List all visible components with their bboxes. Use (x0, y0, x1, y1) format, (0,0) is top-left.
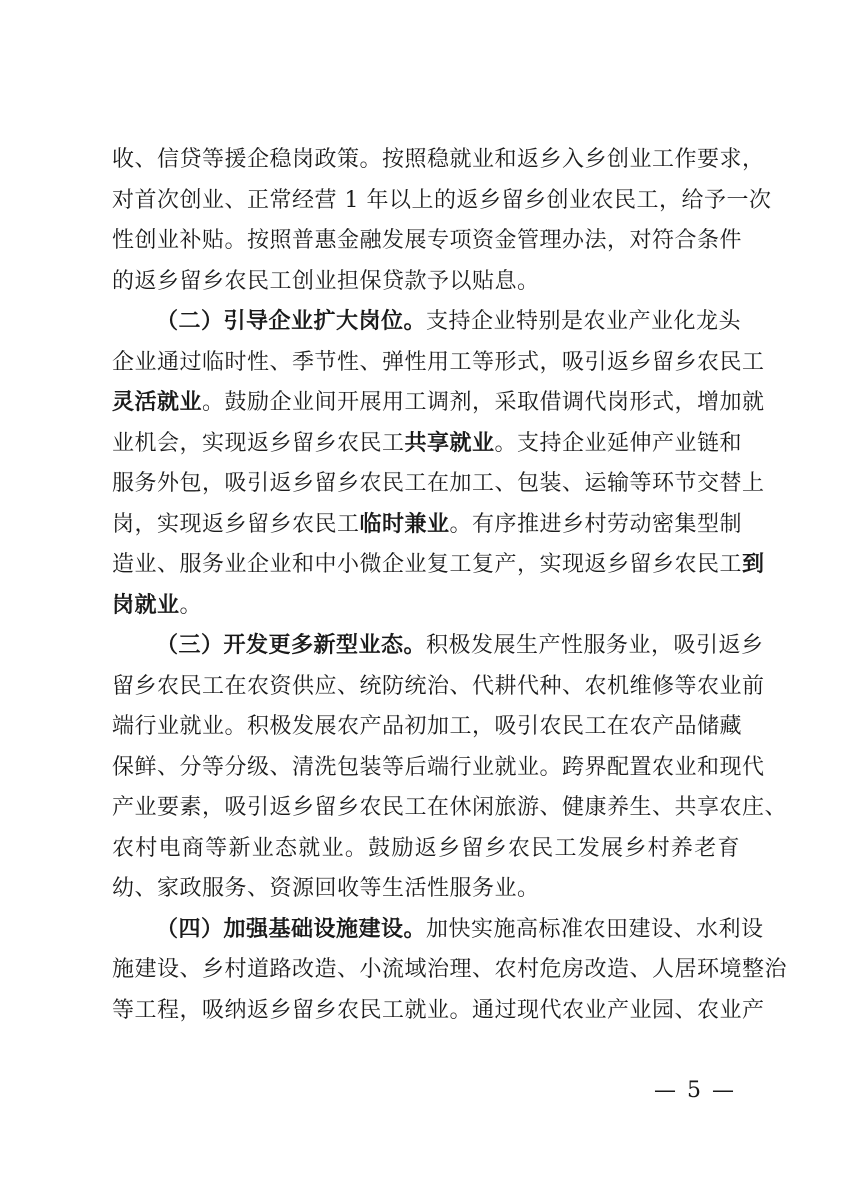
body-text: 支持企业特别是农业产业化龙头 (426, 309, 742, 334)
paragraph (112, 302, 765, 626)
body-text: 企业通过临时性、季节性、弹性用工等形式，吸引返乡留乡农民工 (112, 349, 765, 375)
body-text: 端行业就业。积极发展农产品初加工，吸引农民工在农产品储藏 (112, 714, 743, 739)
body-text: 岗，实现返乡留乡农民工 (112, 511, 360, 537)
text-line (112, 505, 743, 546)
text-line (112, 626, 764, 667)
text-line (112, 748, 765, 789)
body-text: 幼、家政服务、资源回收等生活性服务业。 (112, 876, 540, 901)
bold-heading-text: 灵活就业 (112, 390, 203, 415)
bold-heading-text: （三）开发更多新型业态。 (156, 633, 427, 658)
text-line (112, 262, 740, 303)
text-line (112, 464, 765, 505)
text-line (112, 869, 740, 910)
body-text: 收、信贷等援企稳岗政策。按照稳就业和返乡入乡创业工作要求， (112, 147, 765, 172)
bold-heading-text: （四）加强基础设施建设。 (156, 916, 427, 942)
bold-heading-text: 岗就业 (112, 592, 180, 618)
body-text: 施建设、乡村道路改造、小流域治理、农村危房改造、人居环境整治 (112, 957, 788, 982)
body-text: 服务外包，吸引返乡留乡农民工在加工、包装、运输等环节交替上 (112, 471, 765, 496)
text-line (112, 343, 765, 384)
body-text: 保鲜、分等分级、清洗包装等后端行业就业。跨界配置农业和现代 (112, 754, 765, 780)
paragraph (112, 626, 788, 910)
page-number: — 5 — (654, 1078, 736, 1103)
paragraph (112, 140, 772, 302)
body-text: 留乡农民工在农资供应、统防统治、代耕代种、农机维修等农业前 (112, 673, 765, 699)
text-line (112, 586, 740, 627)
text-line (112, 991, 765, 1032)
text-line (112, 667, 765, 708)
body-text: 。 (179, 592, 203, 618)
text-line (112, 788, 788, 829)
text-line (112, 140, 765, 181)
text-line (112, 707, 743, 748)
bold-heading-text: 共享就业 (404, 430, 495, 456)
text-line (112, 829, 740, 870)
body-text: 。有序推进乡村劳动密集型制 (449, 511, 743, 537)
body-text: 。支持企业延伸产业链和 (494, 430, 743, 456)
body-text: 农村电商等新业态就业。鼓励返乡留乡农民工发展乡村养老育 (112, 835, 740, 861)
body-text: 性创业补贴。按照普惠金融发展专项资金管理办法，对符合条件 (112, 228, 743, 253)
paragraph (112, 910, 788, 1032)
body-text: 对首次创业、正常经营 1 年以上的返乡留乡创业农民工，给予一次 (112, 187, 772, 213)
bold-heading-text: （二）引导企业扩大岗位。 (156, 309, 427, 334)
text-line (112, 424, 743, 465)
text-line (112, 950, 788, 991)
text-line (112, 545, 765, 586)
text-line (112, 181, 772, 222)
body-text: 造业、服务业企业和中小微企业复工复产，实现返乡留乡农民工 (112, 552, 743, 577)
document-body (112, 140, 788, 1031)
body-text: 积极发展生产性服务业，吸引返乡 (426, 633, 764, 658)
body-text: 等工程，吸纳返乡留乡农民工就业。通过现代农业产业园、农业产 (112, 997, 765, 1023)
body-text: 的返乡留乡农民工创业担保贷款予以贴息。 (112, 268, 540, 294)
body-text: 业机会，实现返乡留乡农民工 (112, 430, 405, 456)
text-line (112, 383, 765, 424)
bold-heading-text: 临时兼业 (359, 511, 450, 537)
text-line (112, 910, 764, 951)
body-text: 加快实施高标准农田建设、水利设 (426, 916, 764, 942)
text-line (112, 221, 743, 262)
body-text: 。鼓励企业间开展用工调剂，采取借调代岗形式，增加就 (202, 390, 765, 415)
body-text: 产业要素，吸引返乡留乡农民工在休闲旅游、健康养生、共享农庄、 (112, 795, 788, 820)
text-line (112, 302, 740, 343)
bold-heading-text: 到 (742, 552, 765, 577)
